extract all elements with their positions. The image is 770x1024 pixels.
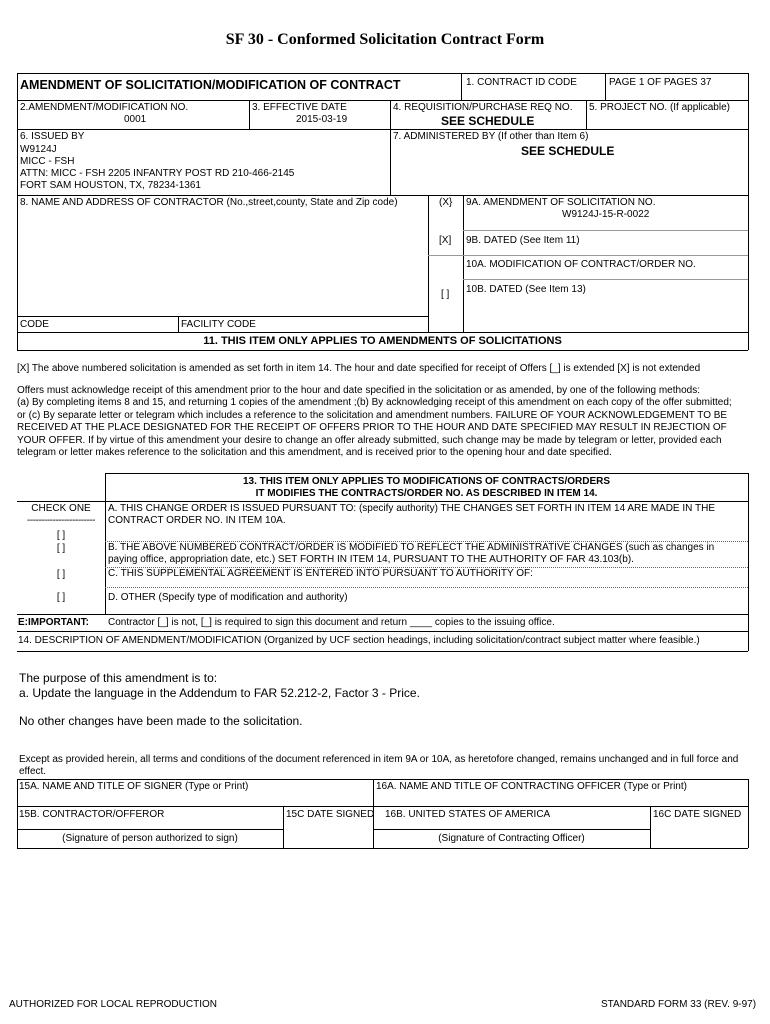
important-label: E:IMPORTANT:: [18, 617, 89, 628]
checkbox-c[interactable]: [ ]: [56, 569, 66, 580]
purpose-point-a: a. Update the language in the Addendum to FAR 52.212-2, Factor 3 - Price.: [19, 686, 420, 700]
requisition-label: 4. REQUISITION/PURCHASE REQ NO.: [393, 102, 573, 113]
issued-by-line: ATTN: MICC - FSH 2205 INFANTRY POST RD 210-466-2145: [20, 168, 295, 179]
label-10b: 10B. DATED (See Item 13): [466, 284, 586, 295]
administered-by-value: SEE SCHEDULE: [521, 144, 615, 158]
mark-9a: (X}: [439, 197, 453, 208]
mark-9b: [X]: [439, 235, 452, 246]
item11-line1: [X] The above numbered solicitation is amended as set forth in item 14. The hour and date specified for receipt of Offers [_] is extended [X] is not extended: [17, 363, 701, 374]
issued-by-line: W9124J: [20, 144, 57, 155]
signature-officer-caption: (Signature of Contracting Officer): [438, 833, 585, 844]
check-one-divider: ------------------------: [27, 515, 95, 526]
checkbox-b[interactable]: [ ]: [56, 543, 66, 554]
contract-id-label: 1. CONTRACT ID CODE: [466, 77, 577, 88]
item14-label: 14. DESCRIPTION OF AMENDMENT/MODIFICATION (Organized by UCF section headings, including solicitation/contract subject matter where feasible.): [18, 635, 700, 646]
item13-heading1: 13. THIS ITEM ONLY APPLIES TO MODIFICATIONS OF CONTRACTS/ORDERS: [242, 476, 611, 487]
amendment-no-label: 2.AMENDMENT/MODIFICATION NO.: [20, 102, 189, 113]
label-15c: 15C DATE SIGNED: [286, 809, 375, 820]
label-10a: 10A. MODIFICATION OF CONTRACT/ORDER NO.: [466, 259, 696, 270]
page-title: SF 30 - Conformed Solicitation Contract Form: [225, 31, 545, 48]
label-16c: 16C DATE SIGNED: [653, 809, 742, 820]
item11-heading: 11. THIS ITEM ONLY APPLIES TO AMENDMENTS OF SOLICITATIONS: [203, 335, 562, 347]
issued-by-line: MICC - FSH: [20, 156, 75, 167]
footer-left: AUTHORIZED FOR LOCAL REPRODUCTION: [9, 999, 217, 1010]
checkbox-d[interactable]: [ ]: [56, 592, 66, 603]
mark-10b: [ ]: [441, 289, 450, 300]
check-one-label: CHECK ONE: [31, 503, 91, 514]
checkbox-a[interactable]: [ ]: [56, 530, 66, 541]
issued-by-line: FORT SAM HOUSTON, TX, 78234-1361: [20, 180, 201, 191]
option-d-line: D. OTHER (Specify type of modification and authority): [108, 592, 348, 603]
label-16b: 16B. UNITED STATES OF AMERICA: [385, 809, 551, 820]
signature-person-caption: (Signature of person authorized to sign): [62, 833, 238, 844]
option-a-line2: CONTRACT ORDER NO. IN ITEM 10A.: [108, 515, 286, 526]
except-text: Except as provided herein, all terms and conditions of the document referenced in item 9A or 10A, as heretofore changed, remains unchanged and in full force and effect.: [19, 754, 739, 778]
form-heading: AMENDMENT OF SOLICITATION/MODIFICATION OF CONTRACT: [20, 78, 401, 92]
amendment-no-value: 0001: [124, 114, 147, 125]
label-9a: 9A. AMENDMENT OF SOLICITATION NO.: [466, 197, 656, 208]
label-15b: 15B. CONTRACTOR/OFFEROR: [19, 809, 165, 820]
value-9a: W9124J-15-R-0022: [562, 209, 650, 220]
no-other-changes: No other changes have been made to the solicitation.: [19, 714, 303, 728]
item11-offers-text: Offers must acknowledge receipt of this amendment prior to the hour and date specified in the solicitation or as amended, by one of the following methods: (a) By completing items 8 and 15, and returning 1 copies of the amendment ;(b) By acknowledging receipt of this amendment on each copy of the offer submitted; or (c) By separate letter or telegram which includes a reference to the solicitation and amendment numbers. FAILURE OF YOUR ACKNOWLEDGEMENT TO BE RECEIVED AT THE PLACE DESIGNATED FOR THE RECEIPT OF OFFERS PRIOR TO THE HOUR AND DATE SPECIFIED MAY RESULT IN REJECTION OF YOUR OFFER. If by virtue of this amendment your desire to change an offer already submitted, such change may be made by telegram or letter, provided each telegram or letter makes reference to the solicitation and this amendment, and is received prior to the opening hour and date specified.: [17, 385, 732, 459]
requisition-value: SEE SCHEDULE: [441, 114, 535, 128]
code-label: CODE: [20, 319, 49, 330]
issued-by-label: 6. ISSUED BY: [20, 131, 85, 142]
footer-right: STANDARD FORM 33 (REV. 9-97): [601, 999, 757, 1010]
page-of-pages: PAGE 1 OF PAGES 37: [609, 77, 712, 88]
option-b-line1: B. THE ABOVE NUMBERED CONTRACT/ORDER IS MODIFIED TO REFLECT THE ADMINISTRATIVE CHANGES (such as changes in: [108, 542, 715, 553]
option-b-line2: paying office, appropriation date, etc.) SET FORTH IN ITEM 14, PURSUANT TO THE AUTHORITY OF FAR 43.103(b).: [108, 554, 634, 565]
effective-date-value: 2015-03-19: [296, 114, 348, 125]
purpose-line: The purpose of this amendment is to:: [19, 671, 218, 685]
facility-code-label: FACILITY CODE: [181, 319, 256, 330]
project-no-label: 5. PROJECT NO. (If applicable): [589, 102, 730, 113]
option-a-line1: A. THIS CHANGE ORDER IS ISSUED PURSUANT TO: (specify authority) THE CHANGES SET FORTH IN ITEM 14 ARE MADE IN THE: [108, 503, 715, 514]
item13-heading2: IT MODIFIES THE CONTRACTS/ORDER NO. AS DESCRIBED IN ITEM 14.: [255, 488, 598, 499]
option-c-line: C. THIS SUPPLEMENTAL AGREEMENT IS ENTERED INTO PURSUANT TO AUTHORITY OF:: [108, 568, 533, 579]
label-16a: 16A. NAME AND TITLE OF CONTRACTING OFFICER (Type or Print): [376, 781, 687, 792]
contractor-label: 8. NAME AND ADDRESS OF CONTRACTOR (No.,street,county, State and Zip code): [20, 197, 398, 208]
administered-by-label: 7. ADMINISTERED BY (If other than Item 6): [393, 131, 589, 142]
important-text: Contractor [_] is not, [_] is required to sign this document and return ____ copies to the issuing office.: [108, 617, 555, 628]
label-9b: 9B. DATED (See Item 11): [466, 235, 580, 246]
label-15a: 15A. NAME AND TITLE OF SIGNER (Type or Print): [19, 781, 249, 792]
effective-date-label: 3. EFFECTIVE DATE: [252, 102, 347, 113]
